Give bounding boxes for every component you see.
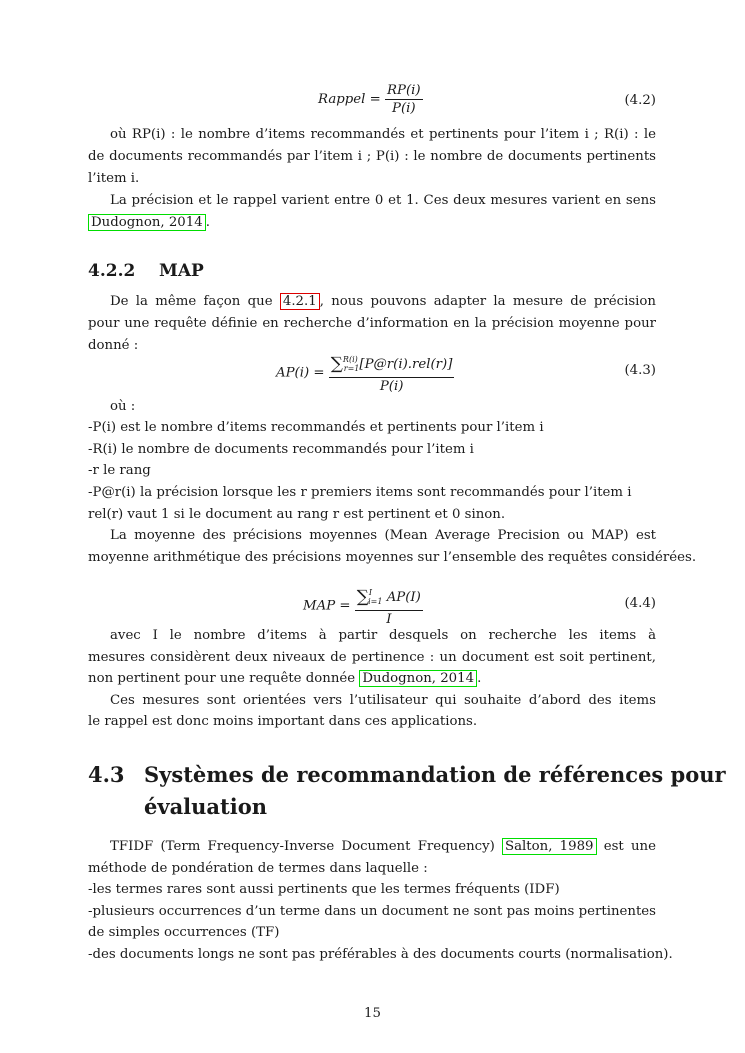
- fraction-numerator: RP(i): [387, 83, 421, 98]
- definition-line: -R(i) le nombre de documents recommandés pour l’item i: [88, 442, 474, 457]
- paragraph-line: TFIDF (Term Frequency-Inverse Document Frequency) Salton, 1989 est une: [110, 839, 656, 854]
- equation-lhs: AP(i) =: [276, 365, 325, 381]
- equation-4-2: Rappel = $\frac{RP(i)}{P(i)}$: [318, 83, 421, 116]
- paragraph-line: donné :: [88, 338, 139, 353]
- section-number: 4.3: [88, 762, 125, 787]
- paragraph-line: avec I le nombre d’items à partir desquels on recherche les items à: [110, 628, 656, 643]
- list-line: de simples occurrences (TF): [88, 925, 280, 940]
- fraction: [355, 584, 423, 628]
- page-number: 15: [364, 1006, 381, 1021]
- definition-line: rel(r) vaut 1 si le document au rang r est pertinent et 0 sinon.: [88, 507, 506, 522]
- paragraph-line: mesures considèrent deux niveaux de pertinence : un document est soit pertinent,: [88, 650, 656, 665]
- section-title: MAP: [159, 261, 204, 281]
- fraction: [385, 82, 423, 117]
- section-heading: [88, 762, 726, 787]
- definition-line: -P(i) est le nombre d’items recommandés et pertinents pour l’item i: [88, 420, 544, 435]
- section-title: Systèmes de recommandation de références pour: [144, 762, 726, 787]
- fraction: [329, 351, 455, 395]
- paragraph-line: où RP(i) : le nombre d’items recommandés et pertinents pour l’item i ; R(i) : le: [110, 127, 656, 142]
- paragraph-line: de documents recommandés par l’item i ; P(i) : le nombre de documents pertinents: [88, 149, 656, 164]
- equation-4-3: [276, 351, 454, 395]
- equation-number: (4.2): [624, 93, 656, 108]
- list-line: -les termes rares sont aussi pertinents que les termes fréquents (IDF): [88, 882, 560, 897]
- section-heading: [88, 261, 204, 281]
- equation-lhs: Rappel: [318, 92, 366, 107]
- definition-line: où :: [110, 399, 136, 414]
- paragraph-line: méthode de pondération de termes dans laquelle :: [88, 861, 428, 876]
- section-title-continued: évaluation: [144, 794, 267, 819]
- paragraph-line: Ces mesures sont orientées vers l’utilisateur qui souhaite d’abord des items: [110, 693, 656, 708]
- fraction-denominator: I: [386, 612, 392, 627]
- fraction-numerator: ∑$^{R(i)}_{r=1}$[P@r(i).rel(r)]: [329, 351, 455, 378]
- paragraph-line: La précision et le rappel varient entre 0 et 1. Ces deux mesures varient en sens: [110, 193, 656, 208]
- citation-link[interactable]: Salton, 1989: [502, 838, 597, 855]
- citation-link[interactable]: Dudognon, 2014: [359, 670, 477, 687]
- fraction-denominator: P(i): [379, 379, 404, 394]
- equation-4-4: [303, 584, 423, 628]
- section-reference-link[interactable]: 4.2.1: [280, 293, 320, 310]
- list-line: -plusieurs occurrences d’un terme dans un document ne sont pas moins pertinentes: [88, 904, 656, 919]
- paragraph-line: non pertinent pour une requête donnée Dudognon, 2014 .: [88, 671, 482, 686]
- paragraph-line: La moyenne des précisions moyennes (Mean Average Precision ou MAP) est: [110, 528, 656, 543]
- paragraph-line: moyenne arithmétique des précisions moyennes sur l’ensemble des requêtes considérées.: [88, 550, 697, 565]
- paragraph-line: Dudognon, 2014 .: [88, 213, 656, 233]
- citation-link[interactable]: Dudognon, 2014: [88, 214, 206, 231]
- definition-line: -r le rang: [88, 463, 151, 478]
- paragraph-line: le rappel est donc moins important dans ces applications.: [88, 714, 478, 729]
- fraction-numerator: ∑$^I_{i=1}$ AP(I): [355, 584, 423, 611]
- definition-line: -P@r(i) la précision lorsque les r premiers items sont recommandés pour l’item i: [88, 485, 632, 500]
- paragraph-line: l’item i.: [88, 171, 140, 186]
- equation-number: (4.4): [624, 596, 656, 611]
- equation-number: (4.3): [624, 363, 656, 378]
- paragraph-line: De la même façon que 4.2.1 , nous pouvons adapter la mesure de précision: [110, 294, 656, 309]
- fraction-denominator: P(i): [392, 101, 416, 116]
- paragraph-line: pour une requête définie en recherche d’information en la précision moyenne pour: [88, 316, 656, 331]
- list-line: -des documents longs ne sont pas préférables à des documents courts (normalisation).: [88, 947, 673, 962]
- section-number: 4.2.2: [88, 261, 136, 281]
- equation-lhs: MAP =: [303, 598, 351, 614]
